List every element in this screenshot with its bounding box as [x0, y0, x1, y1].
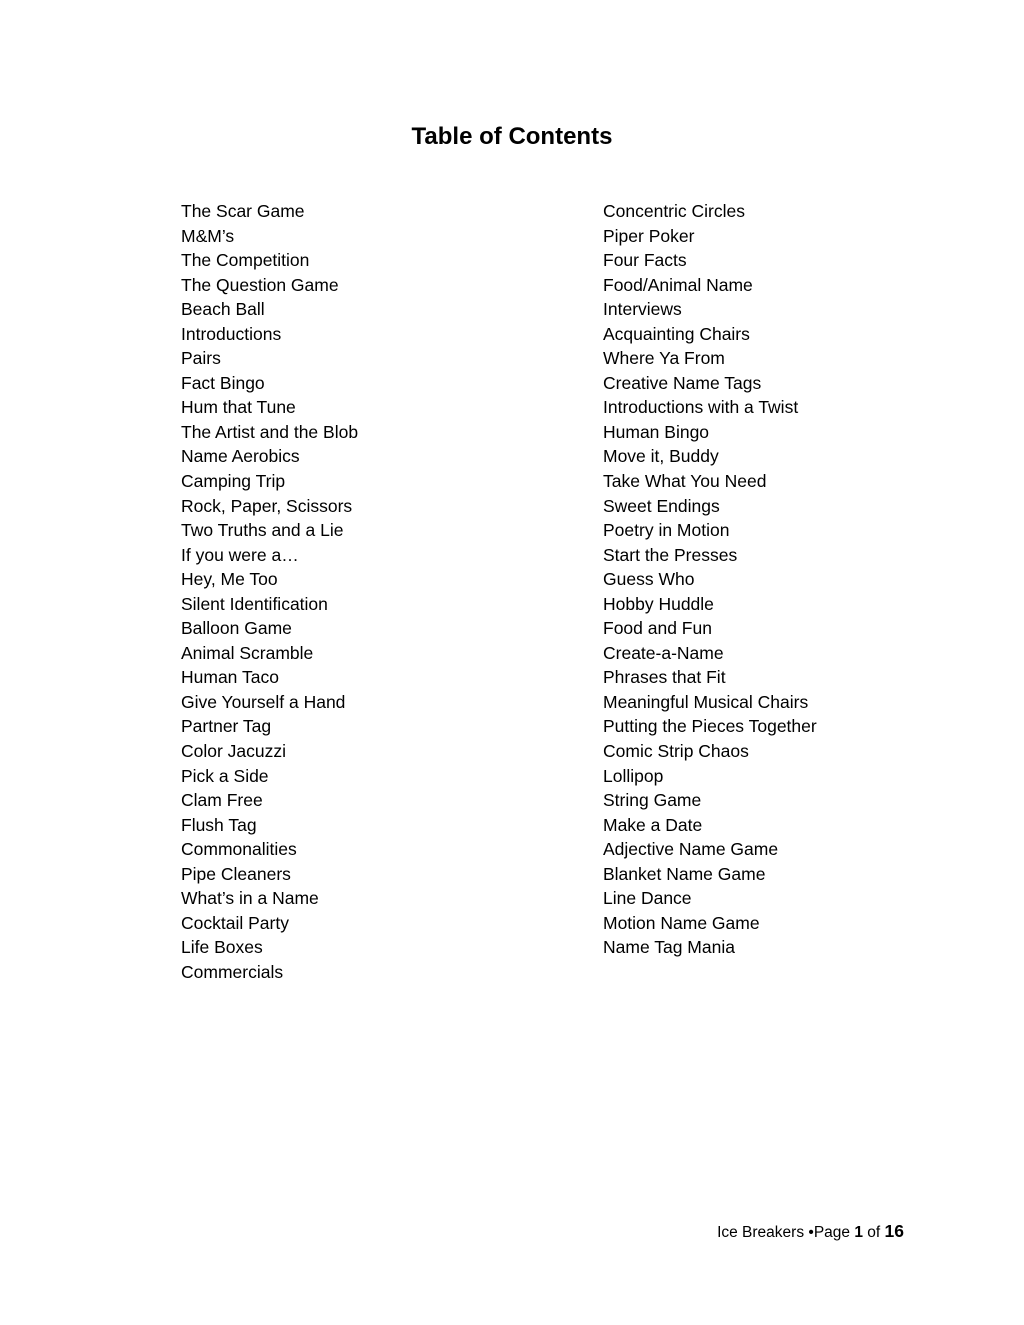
footer-of-word: of [867, 1224, 881, 1241]
toc-entry[interactable]: Clam Free [181, 790, 263, 811]
toc-entry[interactable]: Two Truths and a Lie [181, 520, 344, 541]
toc-entry[interactable]: Meaningful Musical Chairs [603, 691, 809, 712]
footer-bullet: • [808, 1224, 814, 1241]
toc-entry[interactable]: Animal Scramble [181, 642, 314, 663]
toc-entry[interactable]: Food and Fun [603, 618, 712, 639]
toc-entry[interactable]: Rock, Paper, Scissors [181, 495, 353, 516]
toc-entry[interactable]: If you were a… [181, 544, 299, 565]
toc-entry[interactable]: Move it, Buddy [603, 446, 719, 467]
toc-entry[interactable]: Silent Identification [181, 593, 328, 614]
footer-page-word: Page [813, 1224, 851, 1241]
toc-entry[interactable]: Food/Animal Name [603, 274, 753, 295]
toc-entry[interactable]: The Competition [181, 250, 310, 271]
toc-entry[interactable]: Line Dance [603, 888, 692, 909]
toc-entry[interactable]: Acquainting Chairs [603, 323, 750, 344]
toc-entry[interactable]: Give Yourself a Hand [181, 691, 346, 712]
toc-entry[interactable]: Human Bingo [603, 421, 710, 442]
toc-entry[interactable]: Interviews [603, 299, 682, 320]
toc-entry[interactable]: Life Boxes [181, 937, 263, 958]
toc-entry[interactable]: Human Taco [181, 667, 279, 688]
toc-entry[interactable]: Create-a-Name [603, 642, 724, 663]
toc-entry[interactable]: Partner Tag [181, 716, 272, 737]
footer-total-pages: 16 [884, 1221, 904, 1241]
toc-entry[interactable]: Where Ya From [603, 348, 725, 369]
toc-entry[interactable]: Flush Tag [181, 814, 257, 835]
toc-entry[interactable]: Putting the Pieces Together [603, 716, 817, 737]
toc-entry[interactable]: Blanket Name Game [603, 863, 766, 884]
toc-entry[interactable]: Adjective Name Game [603, 839, 779, 860]
toc-entry[interactable]: Balloon Game [181, 618, 292, 639]
toc-entry[interactable]: Pipe Cleaners [181, 863, 291, 884]
footer-document-name: Ice Breakers [717, 1224, 805, 1241]
toc-entry[interactable]: M&M’s [181, 225, 235, 246]
toc-entry[interactable]: The Scar Game [181, 201, 305, 221]
toc-left-column [181, 199, 358, 985]
toc-entry[interactable]: String Game [603, 790, 702, 811]
toc-entry[interactable]: Comic Strip Chaos [603, 741, 749, 762]
toc-entry[interactable]: Guess Who [603, 569, 695, 590]
toc-entry[interactable]: Pairs [181, 348, 221, 369]
toc-entry[interactable]: Fact Bingo [181, 372, 265, 393]
toc-entry[interactable]: Hum that Tune [181, 397, 296, 418]
toc-entry[interactable]: Motion Name Game [603, 912, 760, 933]
toc-entry[interactable]: Pick a Side [181, 765, 269, 786]
toc-entry[interactable]: Lollipop [603, 765, 664, 786]
toc-entry[interactable]: Hey, Me Too [181, 569, 278, 590]
toc-entry[interactable]: Poetry in Motion [603, 520, 730, 541]
toc-entry[interactable]: Phrases that Fit [603, 667, 726, 688]
page-title: Table of Contents [411, 123, 613, 150]
toc-entry[interactable]: Color Jacuzzi [181, 741, 287, 762]
toc-entry[interactable]: The Artist and the Blob [181, 421, 359, 442]
toc-entry[interactable]: Four Facts [603, 250, 687, 271]
toc-entry[interactable]: Start the Presses [603, 544, 738, 565]
toc-entry[interactable]: Introductions with a Twist [603, 397, 799, 418]
toc-entry[interactable]: Cocktail Party [181, 912, 289, 933]
toc-entry[interactable]: Creative Name Tags [603, 372, 762, 393]
toc-entry[interactable]: Beach Ball [181, 299, 265, 320]
toc-entry[interactable]: Commonalities [181, 839, 297, 860]
toc-entry[interactable]: Sweet Endings [603, 495, 720, 516]
footer-current-page: 1 [854, 1224, 863, 1241]
toc-entry[interactable]: Concentric Circles [603, 201, 745, 221]
toc-entry[interactable]: Hobby Huddle [603, 593, 714, 614]
toc-entry[interactable]: Take What You Need [603, 471, 767, 492]
toc-right-column [603, 199, 817, 960]
toc-entry[interactable]: Commercials [181, 961, 284, 982]
toc-entry[interactable]: Piper Poker [603, 225, 695, 246]
page-footer [717, 1219, 904, 1245]
toc-entry[interactable]: Name Aerobics [181, 446, 300, 467]
toc-entry[interactable]: Make a Date [603, 814, 703, 835]
toc-entry[interactable]: The Question Game [181, 274, 339, 295]
toc-entry[interactable]: Introductions [181, 323, 282, 344]
toc-entry[interactable]: What’s in a Name [181, 888, 319, 909]
toc-entry[interactable]: Camping Trip [181, 471, 286, 492]
toc-entry[interactable]: Name Tag Mania [603, 937, 735, 958]
